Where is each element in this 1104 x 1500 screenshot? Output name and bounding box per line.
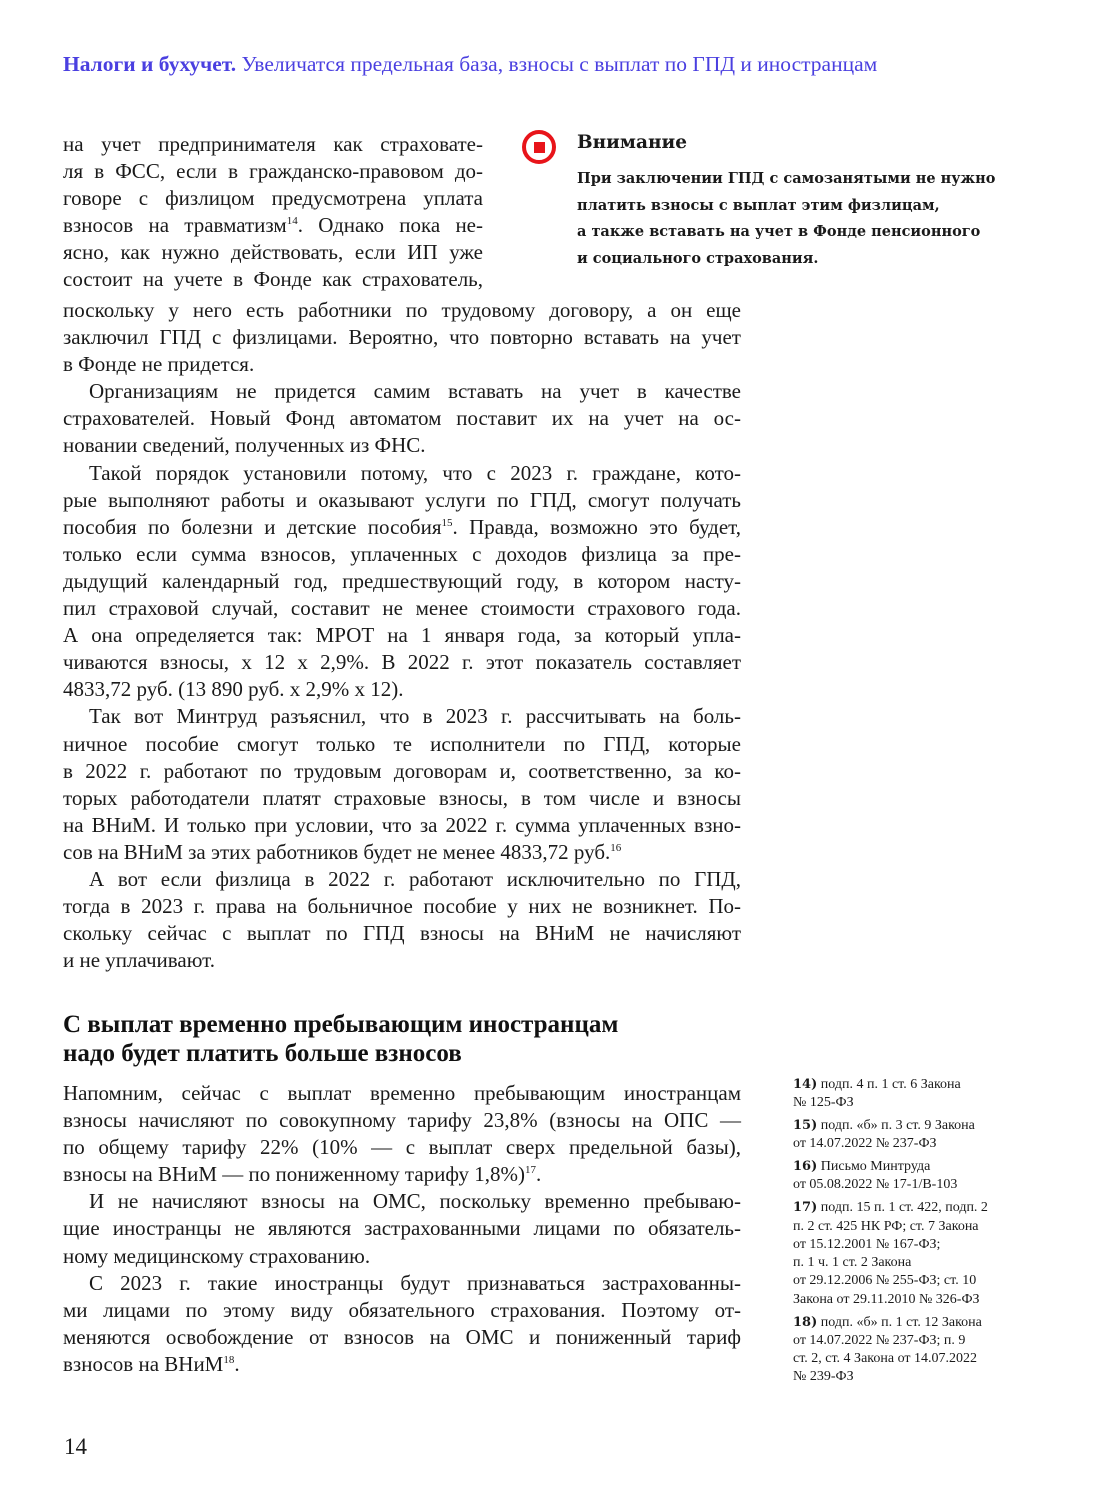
paragraph	[63, 297, 741, 378]
stop-circle-icon	[522, 130, 556, 164]
callout-body	[577, 166, 995, 272]
paragraph	[63, 703, 741, 866]
main-column-lower	[63, 1080, 741, 1378]
text-line: рые выполняют работы и оказывают услуги по ГПД, смогут получать	[63, 487, 741, 512]
running-head-title: Увеличатся предельная база, взносы с выплат по ГПД и иностранцам	[241, 52, 878, 76]
footnote-line: № 125-ФЗ	[793, 1095, 854, 1111]
footnote-number: 15)	[793, 1118, 818, 1134]
paragraph	[63, 1080, 741, 1188]
footnote-line: п. 2 ст. 425 НК РФ; ст. 7 Закона	[793, 1218, 979, 1234]
text-line: только если сумма взносов, уплаченных с доходов физлица за пре-	[63, 541, 741, 566]
footnote-line: Письмо Минтруда	[820, 1159, 931, 1175]
footnote-ref[interactable]: 15	[441, 516, 453, 529]
running-head-section: Налоги и бухучет.	[63, 52, 237, 76]
text-fragment: . Однако пока не-	[297, 213, 483, 238]
text-line: скольку сейчас с выплат по ГПД взносы на ВНиМ не начисляют	[63, 921, 741, 946]
callout-line: При заключении ГПД с самозанятыми не нужно	[577, 170, 996, 187]
text-line: состоит на учете в Фонде как страхователь,	[63, 267, 483, 292]
footnote-number: 17)	[793, 1200, 818, 1216]
running-head	[63, 52, 1063, 77]
footnote-line: Закона от 29.11.2010 № 326-ФЗ	[793, 1291, 980, 1307]
text-line: дыдущий календарный год, предшествующий году, в котором насту-	[63, 568, 741, 593]
footnote-ref[interactable]: 18	[223, 1353, 235, 1366]
text-line: торых работодатели платят страховые взносы, в том числе и взносы	[63, 785, 741, 810]
text-line: на учет предпринимателя как страховате-	[63, 132, 483, 156]
text-line: ясно, как нужно действовать, если ИП уже	[63, 240, 483, 265]
text-line: Напомним, сейчас с выплат временно пребывающим иностранцам	[63, 1081, 741, 1105]
footnote-line: от 14.07.2022 № 237-ФЗ; п. 9	[793, 1332, 966, 1348]
text-line: говоре с физлицом предусмотрена уплата	[63, 186, 483, 211]
text-line: новании сведений, полученных из ФНС.	[63, 433, 426, 458]
footnote-ref[interactable]: 16	[610, 841, 622, 854]
text-line	[63, 1161, 741, 1188]
text-line: поскольку у него есть работники по трудовому договору, а он еще	[63, 298, 741, 322]
paragraph	[63, 378, 741, 459]
footnote-line: от 14.07.2022 № 237-ФЗ	[793, 1136, 937, 1152]
footnote-18	[793, 1314, 1023, 1387]
text-line: ми лицами по этому виду обязательного страхования. Поэтому от-	[63, 1297, 741, 1322]
page-number: 14	[64, 1434, 87, 1459]
footnote-line: от 29.12.2006 № 255-ФЗ; ст. 10	[793, 1273, 977, 1289]
callout-title: Внимание	[577, 132, 687, 153]
callout-line: а также вставать на учет в Фонде пенсионного	[577, 223, 981, 240]
section-heading	[63, 1010, 763, 1068]
text-line: чиваются взносы, х 12 х 2,9%. В 2022 г. этот показатель составляет	[63, 650, 741, 675]
footnote-number: 14)	[793, 1077, 818, 1092]
text-line: тогда в 2023 г. права на больничное пособие у них не возникнет. По-	[63, 894, 741, 919]
footnote-line: п. 1 ч. 1 ст. 2 Закона	[793, 1255, 912, 1271]
text-fragment: сов на ВНиМ за этих работников будет не менее 4833,72 руб.	[63, 839, 611, 864]
text-line: пил страховой случай, составит не менее стоимости страхового года.	[63, 596, 741, 621]
text-line: А она определяется так: МРОТ на 1 января года, за который упла-	[63, 623, 741, 648]
text-line	[63, 839, 741, 866]
text-fragment: взносов на ВНиМ	[63, 1351, 224, 1376]
text-line: Организациям не придется самим вставать на учет в качестве	[89, 379, 741, 404]
footnote-ref[interactable]: 14	[286, 215, 298, 228]
footnote-line: подп. 4 п. 1 ст. 6 Закона	[820, 1077, 961, 1092]
footnote-ref[interactable]: 17	[524, 1164, 536, 1177]
callout-line: и социального страхования.	[577, 249, 819, 267]
text-line: по общему тарифу 22% (10% — с выплат сверх предельной базы),	[63, 1135, 741, 1160]
footnote-line: ст. 2, ст. 4 Закона от 14.07.2022	[793, 1351, 978, 1367]
text-line: И не начисляют взносы на ОМС, поскольку временно пребываю-	[89, 1189, 741, 1214]
text-line: 4833,72 руб. (13 890 руб. х 2,9% х 12).	[63, 677, 404, 702]
text-line: в 2022 г. работают по трудовым договорам и, соответственно, за ко-	[63, 758, 741, 783]
text-line: А вот если физлица в 2022 г. работают исключительно по ГПД,	[89, 866, 741, 891]
footnote-line: подп. «б» п. 3 ст. 9 Закона	[820, 1118, 975, 1134]
footnote-number: 16)	[793, 1159, 818, 1175]
text-fragment: взносов на травматизм	[63, 213, 287, 238]
text-line	[63, 514, 741, 541]
heading-line: надо будет платить больше взносов	[63, 1040, 462, 1067]
paragraph	[63, 460, 741, 704]
text-line: С 2023 г. такие иностранцы будут признаваться застрахованны-	[89, 1270, 741, 1295]
text-line: Так вот Минтруд разъяснил, что в 2023 г. рассчитывать на боль-	[89, 704, 741, 729]
footnote-14	[793, 1076, 1023, 1113]
footnote-line: № 239-ФЗ	[793, 1369, 854, 1385]
text-line: заключил ГПД с физлицами. Вероятно, что повторно вставать на учет	[63, 325, 741, 350]
footnote-16	[793, 1158, 1023, 1195]
text-line	[63, 1351, 741, 1378]
paragraph	[63, 1270, 741, 1378]
text-line: взносы начисляют по совокупному тарифу 23,8% (взносы на ОПС —	[63, 1108, 741, 1133]
text-line: Такой порядок установили потому, что с 2023 г. граждане, кото-	[89, 460, 741, 485]
text-line	[63, 212, 483, 239]
footnote-17	[793, 1199, 1023, 1309]
text-line: ничное пособие смогут только те исполнители по ГПД, которые	[63, 731, 741, 756]
paragraph	[63, 866, 741, 974]
text-fragment: пособия по болезни и детские пособия	[63, 514, 442, 539]
text-fragment: .	[234, 1351, 240, 1376]
text-line: меняются освобождение от взносов на ОМС и пониженный тариф	[63, 1324, 741, 1349]
footnote-number: 18)	[793, 1314, 818, 1330]
text-line: ному медицинскому страхованию.	[63, 1243, 371, 1268]
footnotes	[793, 1076, 1023, 1391]
text-fragment: взносы на ВНиМ — по пониженному тарифу 1,8%)	[63, 1162, 525, 1187]
text-fragment: .	[535, 1162, 542, 1187]
paragraph	[63, 1188, 741, 1269]
text-line: в Фонде не придется.	[63, 352, 255, 377]
main-column-upper	[63, 297, 741, 974]
callout-line: платить взносы с выплат этим физлицам,	[577, 196, 940, 214]
footnote-line: от 15.12.2001 № 167-ФЗ;	[793, 1236, 941, 1252]
text-fragment: . Правда, возможно это будет,	[452, 514, 742, 539]
text-line: на ВНиМ. И только при условии, что за 2022 г. сумма уплаченных взно-	[63, 812, 741, 837]
narrow-column	[63, 131, 483, 294]
text-line: ля в ФСС, если в гражданско-правовом до-	[63, 159, 483, 184]
footnote-line: от 05.08.2022 № 17-1/В-103	[793, 1177, 958, 1193]
footnote-15	[793, 1117, 1023, 1154]
footnote-line: подп. 15 п. 1 ст. 422, подп. 2	[820, 1200, 988, 1216]
heading-line: С выплат временно пребывающим иностранцам	[63, 1011, 619, 1038]
footnote-line: подп. «б» п. 1 ст. 12 Закона	[820, 1314, 982, 1330]
text-line: и не уплачивают.	[63, 948, 216, 973]
text-line: страхователей. Новый Фонд автоматом поставит их на учет на ос-	[63, 406, 741, 431]
text-line: щие иностранцы не являются застрахованными лицами по обязатель-	[63, 1216, 741, 1241]
